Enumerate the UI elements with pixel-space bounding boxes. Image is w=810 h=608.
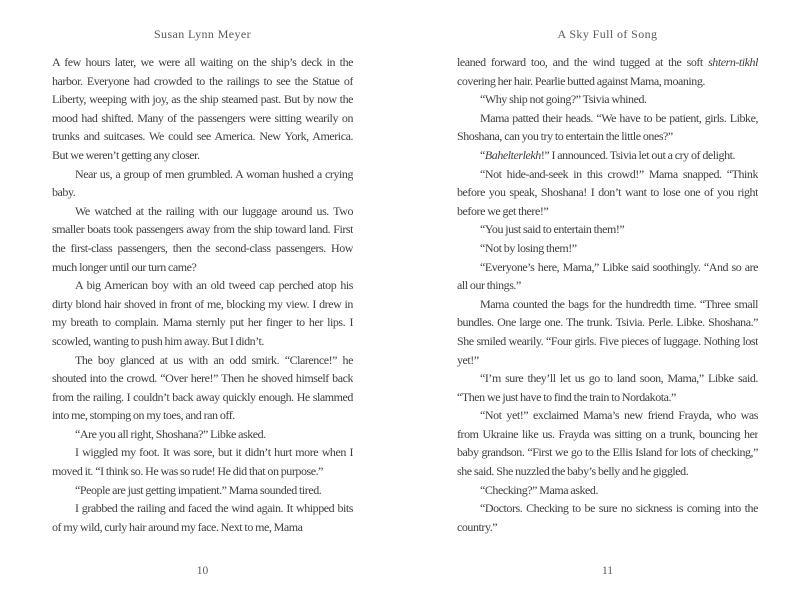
text-run: We watched at the railing with our luggage around us. Two smaller boats took passengers away from the ship toward land. First the first-class passengers, then the second-class passengers. How much longer until our turn came? xyxy=(52,203,353,274)
paragraph xyxy=(457,165,758,221)
paragraph xyxy=(52,351,353,425)
text-run: “You just said to entertain them!” xyxy=(480,222,625,237)
paragraph xyxy=(457,239,758,258)
text-run: I wiggled my foot. It was sore, but it didn’t hurt more when I moved it. “I think so. He was so rude! He did that on purpose.” xyxy=(52,445,353,479)
text-run: “People are just getting impatient.” Mama sounded tired. xyxy=(75,482,322,497)
paragraph xyxy=(52,443,353,480)
paragraph xyxy=(457,220,758,239)
paragraph xyxy=(457,481,758,500)
paragraph xyxy=(457,369,758,406)
italic-text-run: shtern-tikhl xyxy=(708,55,758,69)
paragraph xyxy=(52,481,353,500)
paragraph xyxy=(52,425,353,444)
page-right-text xyxy=(457,53,758,536)
text-run: Mama patted their heads. “We have to be patient, girls. Libke, Shoshana, can you try to entertain the little ones?” xyxy=(457,110,758,144)
paragraph xyxy=(52,499,353,536)
running-head-book-title: A Sky Full of Song xyxy=(557,27,658,41)
paragraph xyxy=(52,276,353,350)
text-run: !” I announced. Tsivia let out a cry of delight. xyxy=(540,147,736,162)
text-run: “ xyxy=(480,147,485,162)
text-run: “Not by losing them!” xyxy=(480,240,577,255)
running-head-author: Susan Lynn Meyer xyxy=(153,27,252,41)
text-run: “Not hide-and-seek in this crowd!” Mama snapped. “Think before you speak, Shoshana! I don’t want to lose one of you right before we get there!” xyxy=(457,166,758,218)
text-run: “Are you all right, Shoshana?” Libke asked. xyxy=(75,426,266,441)
paragraph xyxy=(52,202,353,276)
paragraph xyxy=(457,406,758,480)
paragraph xyxy=(457,109,758,146)
text-run: covering her hair. Pearlie butted against Mama, moaning. xyxy=(457,73,705,88)
paragraph xyxy=(52,53,353,165)
page-right xyxy=(405,0,810,608)
paragraph xyxy=(457,499,758,536)
text-run: leaned forward too, and the wind tugged at the soft xyxy=(457,55,709,69)
page-left-text xyxy=(52,53,353,536)
page-number-right: 11 xyxy=(601,565,614,577)
text-run: A big American boy with an old tweed cap perched atop his dirty blond hair shoved in front of me, blocking my view. I drew in my breath to complain. Mama sternly put her finger to her lips. I scowled, wanting to push him away. But I didn’t. xyxy=(52,278,353,348)
text-run: “I’m sure they’ll let us go to land soon, Mama,” Libke said. “Then we just have to find the train to Nordakota.” xyxy=(457,371,758,404)
text-run: A few hours later, we were all waiting on the ship’s deck in the harbor. Everyone had crowded to the railings to see the Statue of Liberty, weeping with joy, as the ship steamed past. But by now the mood had shifted. Many of the passengers were sitting wearily on trunks and suitcases. We could see America. New York, America. But we weren’t getting any closer. xyxy=(52,55,353,162)
text-run: The boy glanced at us with an odd smirk. “Clarence!” he shouted into the crowd. “Over here!” Then he shoved himself back from the railing. I couldn’t back away quickly enough. He slammed into me, stomping on my toes, and ran off. xyxy=(52,352,353,423)
paragraph xyxy=(457,295,758,369)
text-run: Mama counted the bags for the hundredth time. “Three small bundles. One large one. The trunk. Tsivia. Perle. Libke. Shoshana.” She smiled wearily. “Four girls. Five pieces of luggage. Nothing lost yet!” xyxy=(457,296,758,367)
italic-text-run: Bahelterlekh xyxy=(484,147,541,162)
paragraph xyxy=(457,258,758,295)
text-run: Near us, a group of men grumbled. A woman hushed a crying baby. xyxy=(52,166,353,200)
paragraph xyxy=(457,146,758,165)
page-number-left: 10 xyxy=(196,565,209,577)
text-run: “Checking?” Mama asked. xyxy=(480,482,598,497)
paragraph xyxy=(457,53,758,90)
text-run: “Doctors. Checking to be sure no sickness is coming into the country.” xyxy=(457,501,758,534)
text-run: “Not yet!” exclaimed Mama’s new friend Frayda, who was from Ukraine like us. Frayda was sitting on a trunk, bouncing her baby grandson. “First we go to the Ellis Island for lots of checking,” she said. She nuzzled the baby’s belly and he giggled. xyxy=(457,408,758,479)
text-run: “Why ship not going?” Tsivia whined. xyxy=(480,92,647,107)
paragraph xyxy=(52,165,353,202)
paragraph xyxy=(457,90,758,109)
text-run: “Everyone’s here, Mama,” Libke said soothingly. “And so are all our things.” xyxy=(457,259,758,293)
text-run: I grabbed the railing and faced the wind again. It whipped bits of my wild, curly hair around my face. Next to me, Mama xyxy=(52,501,353,534)
